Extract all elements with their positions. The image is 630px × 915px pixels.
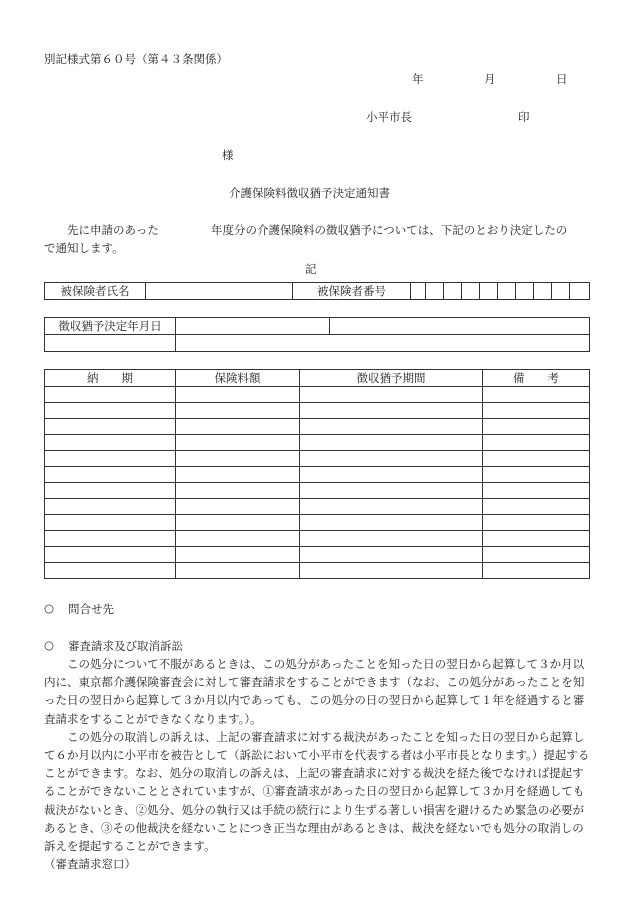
schedule-row xyxy=(45,467,590,483)
inquiry-label: 問合せ先 xyxy=(68,602,114,616)
schedule-remarks-cell[interactable] xyxy=(483,435,590,451)
schedule-row xyxy=(45,483,590,499)
date-year-label: 年 xyxy=(412,72,424,86)
schedule-header-period: 徴収猶予期間 xyxy=(300,370,483,387)
intro-part2: 年度分の介護保険料の徴収猶予については、下記のとおり決定したの xyxy=(211,223,568,237)
schedule-period-cell[interactable] xyxy=(300,467,483,483)
appeal-paragraph-2: この処分の取消しの訴えは、上記の審査請求に対する裁決があったことを知った日の翌日から起算して６か月以内に小平市を被告として（訴訟において小平市を代表する者は小平市長となります。）提起することができます。なお、処分の取消しの訴えは、上記の審査請求に対する裁決を経た後でなければ提起することができないこととされていますが、①審査請求があった日の翌日から起算して３か月を経過しても裁決がないとき、②処分、処分の執行又は手続の続行により生ずる著しい損害を避けるため緊急の必要があるとき、③その他裁決を経ないことにつき正当な理由があるときは、裁決を経ないでも処分の取消しの訴えを提起することができます。 xyxy=(44,729,590,854)
decision-date-label: 徴収猶予決定年月日 xyxy=(45,318,176,335)
insured-number-digit[interactable] xyxy=(480,283,498,300)
schedule-amount-cell[interactable] xyxy=(176,563,300,579)
schedule-remarks-cell[interactable] xyxy=(483,403,590,419)
schedule-row xyxy=(45,387,590,403)
schedule-due-cell[interactable] xyxy=(45,531,176,547)
schedule-due-cell[interactable] xyxy=(45,515,176,531)
schedule-amount-cell[interactable] xyxy=(176,387,300,403)
intro-line2: で通知します。 xyxy=(44,241,124,255)
schedule-period-cell[interactable] xyxy=(300,403,483,419)
form-number: 別記様式第６０号（第４３条関係） xyxy=(44,52,228,66)
ki-heading: 記 xyxy=(305,262,317,276)
insured-number-digit[interactable] xyxy=(534,283,552,300)
schedule-amount-cell[interactable] xyxy=(176,451,300,467)
schedule-amount-cell[interactable] xyxy=(176,467,300,483)
schedule-amount-cell[interactable] xyxy=(176,419,300,435)
schedule-remarks-cell[interactable] xyxy=(483,467,590,483)
issuer-name: 小平市長 xyxy=(366,110,412,124)
schedule-period-cell[interactable] xyxy=(300,499,483,515)
schedule-period-cell[interactable] xyxy=(300,515,483,531)
schedule-remarks-cell[interactable] xyxy=(483,531,590,547)
schedule-header-amount: 保険料額 xyxy=(176,370,300,387)
schedule-period-cell[interactable] xyxy=(300,531,483,547)
schedule-row xyxy=(45,419,590,435)
schedule-due-cell[interactable] xyxy=(45,483,176,499)
insured-name-label: 被保険者氏名 xyxy=(45,283,146,300)
schedule-row xyxy=(45,451,590,467)
schedule-due-cell[interactable] xyxy=(45,499,176,515)
schedule-amount-cell[interactable] xyxy=(176,435,300,451)
insured-number-digit[interactable] xyxy=(570,283,590,300)
schedule-period-cell[interactable] xyxy=(300,419,483,435)
schedule-due-cell[interactable] xyxy=(45,435,176,451)
date-month-label: 月 xyxy=(484,72,496,86)
insured-number-digit[interactable] xyxy=(462,283,480,300)
schedule-due-cell[interactable] xyxy=(45,563,176,579)
schedule-header-remarks: 備 考 xyxy=(483,370,590,387)
schedule-row xyxy=(45,403,590,419)
schedule-header-due: 納 期 xyxy=(45,370,176,387)
appeal-body xyxy=(44,655,590,873)
schedule-amount-cell[interactable] xyxy=(176,403,300,419)
document-title: 介護保険料徴収猶予決定通知書 xyxy=(229,186,390,200)
schedule-amount-cell[interactable] xyxy=(176,499,300,515)
schedule-due-cell[interactable] xyxy=(45,403,176,419)
insured-number-label: 被保険者番号 xyxy=(293,283,411,300)
schedule-row xyxy=(45,563,590,579)
date-day-label: 日 xyxy=(556,72,568,86)
insured-number-digit[interactable] xyxy=(444,283,462,300)
schedule-period-cell[interactable] xyxy=(300,435,483,451)
schedule-remarks-cell[interactable] xyxy=(483,547,590,563)
schedule-amount-cell[interactable] xyxy=(176,531,300,547)
inquiry-bullet: ○ xyxy=(44,601,55,615)
schedule-remarks-cell[interactable] xyxy=(483,499,590,515)
appeal-paragraph-1: この処分について不服があるときは、この処分があったことを知った日の翌日から起算して３か月以内に、東京都介護保険審査会に対して審査請求をすることができます（なお、この処分があったことを知った日の翌日から起算して３か月以内であっても、この処分の日の翌日から起算して１年を経過すると審査請求をすることができなくなります。）。 xyxy=(44,657,585,726)
recipient-honorific: 様 xyxy=(222,148,234,162)
decision-extra-field[interactable] xyxy=(330,318,590,335)
schedule-due-cell[interactable] xyxy=(45,467,176,483)
appeal-window: （審査請求窓口） xyxy=(44,857,136,872)
schedule-row xyxy=(45,547,590,563)
decision-blank-cell[interactable] xyxy=(45,335,176,352)
insured-number-digit[interactable] xyxy=(516,283,534,300)
decision-date-field[interactable] xyxy=(176,318,330,335)
insured-number-digit[interactable] xyxy=(498,283,516,300)
insured-number-digit[interactable] xyxy=(552,283,570,300)
schedule-row xyxy=(45,515,590,531)
insured-name-field[interactable] xyxy=(146,283,293,300)
schedule-remarks-cell[interactable] xyxy=(483,419,590,435)
schedule-period-cell[interactable] xyxy=(300,387,483,403)
schedule-table xyxy=(44,369,590,579)
schedule-period-cell[interactable] xyxy=(300,451,483,467)
schedule-due-cell[interactable] xyxy=(45,419,176,435)
schedule-due-cell[interactable] xyxy=(45,451,176,467)
schedule-period-cell[interactable] xyxy=(300,483,483,499)
insured-number-digit[interactable] xyxy=(426,283,444,300)
schedule-period-cell[interactable] xyxy=(300,563,483,579)
insured-table xyxy=(44,282,590,300)
schedule-period-cell[interactable] xyxy=(300,547,483,563)
insured-number-digit[interactable] xyxy=(411,283,426,300)
schedule-row xyxy=(45,499,590,515)
schedule-amount-cell[interactable] xyxy=(176,483,300,499)
schedule-amount-cell[interactable] xyxy=(176,547,300,563)
appeal-heading: 審査請求及び取消訴訟 xyxy=(68,639,183,653)
schedule-remarks-cell[interactable] xyxy=(483,483,590,499)
decision-table xyxy=(44,317,590,352)
schedule-row xyxy=(45,435,590,451)
intro-part1: 先に申請のあった xyxy=(67,223,159,237)
schedule-remarks-cell[interactable] xyxy=(483,451,590,467)
schedule-remarks-cell[interactable] xyxy=(483,515,590,531)
schedule-remarks-cell[interactable] xyxy=(483,563,590,579)
decision-blank-wide-cell[interactable] xyxy=(176,335,590,352)
appeal-bullet: ○ xyxy=(44,638,55,652)
schedule-due-cell[interactable] xyxy=(45,547,176,563)
seal-mark: 印 xyxy=(518,110,530,124)
schedule-row xyxy=(45,531,590,547)
schedule-remarks-cell[interactable] xyxy=(483,387,590,403)
schedule-amount-cell[interactable] xyxy=(176,515,300,531)
schedule-due-cell[interactable] xyxy=(45,387,176,403)
